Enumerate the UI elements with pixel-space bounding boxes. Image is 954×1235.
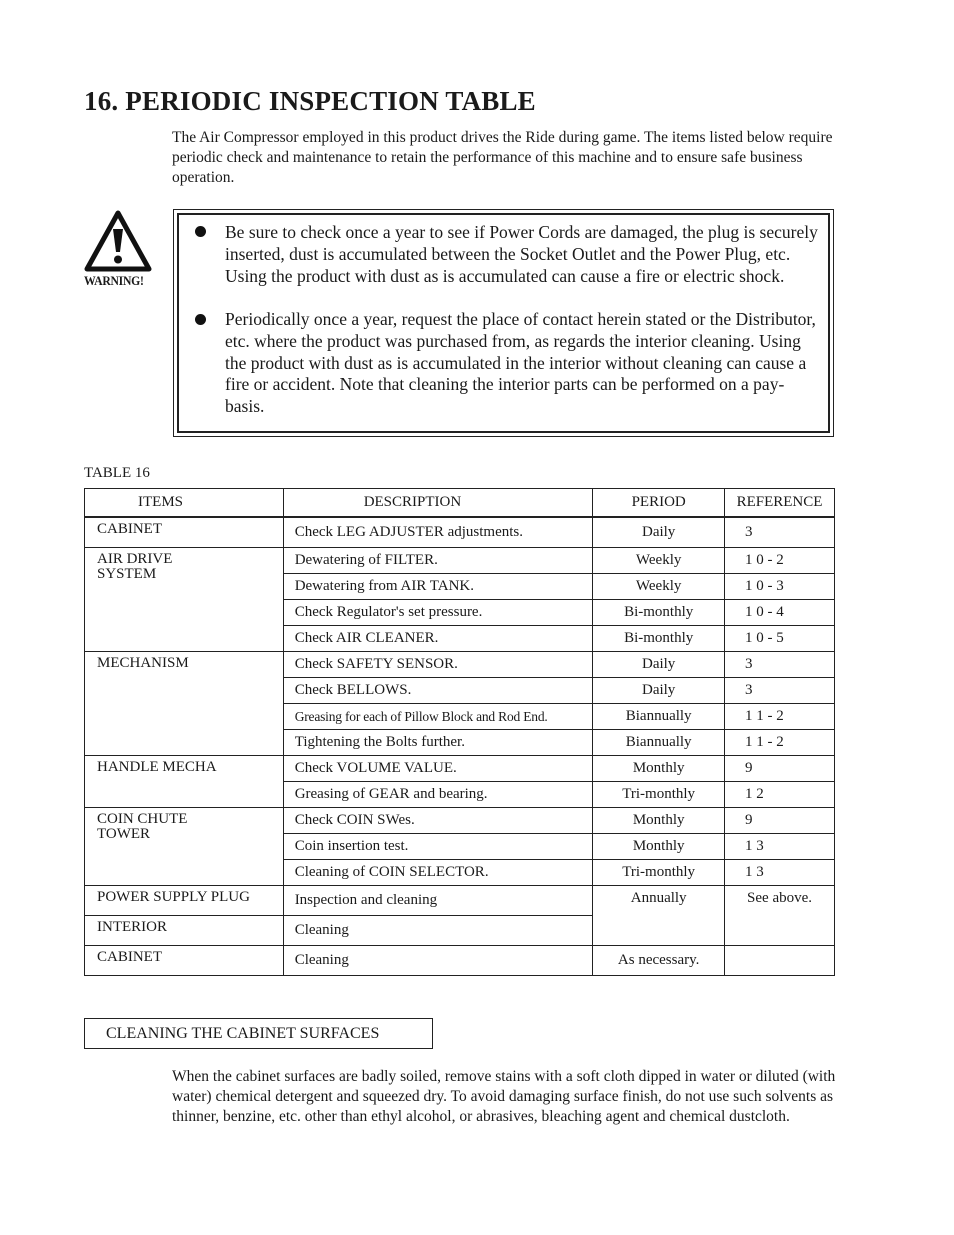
bullet-icon — [195, 314, 206, 325]
description-cell: Check BELLOWS. — [283, 678, 593, 704]
item-cell: MECHANISM — [85, 652, 284, 756]
description-cell: Check SAFETY SENSOR. — [283, 652, 593, 678]
item-cell: INTERIOR — [85, 916, 284, 946]
intro-paragraph: The Air Compressor employed in this product drives the Ride during game. The items listed below require periodic check and maintenance to retain the performance of this machine and to ensure safe business operation. — [172, 129, 833, 186]
description-cell: Greasing of GEAR and bearing. — [283, 782, 593, 808]
period-cell: Bi-monthly — [593, 626, 725, 652]
header-reference: REFERENCE — [725, 489, 835, 518]
table-label: TABLE 16 — [84, 465, 150, 481]
description-cell: Tightening the Bolts further. — [283, 730, 593, 756]
reference-cell: 1 1 - 2 — [725, 704, 835, 730]
item-cell: COIN CHUTE TOWER — [85, 808, 284, 886]
period-cell: Tri-monthly — [593, 782, 725, 808]
item-cell: HANDLE MECHA — [85, 756, 284, 808]
table-row — [85, 886, 835, 916]
description-cell: Dewatering from AIR TANK. — [283, 574, 593, 600]
description-cell: Greasing for each of Pillow Block and Rod End. — [283, 704, 593, 730]
reference-cell — [725, 946, 835, 976]
table-row — [85, 548, 835, 574]
period-cell: Daily — [593, 517, 725, 548]
cleaning-paragraph: When the cabinet surfaces are badly soiled, remove stains with a soft cloth dipped in water or diluted (with water) chemical detergent and squeezed dry. To avoid damaging surface finish, do not use such solvents as thinner, benzine, etc. other than ethyl alcohol, or abrasives, bleaching agent and chemical dustcloth. — [172, 1068, 836, 1125]
period-cell: Monthly — [593, 834, 725, 860]
period-cell: Daily — [593, 678, 725, 704]
description-cell: Coin insertion test. — [283, 834, 593, 860]
reference-cell: 1 3 — [725, 834, 835, 860]
table-row — [85, 652, 835, 678]
warning-item: Be sure to check once a year to see if Power Cords are damaged, the plug is securely inserted, dust is accumulated between the Socket Outlet and the Power Plug, etc. Using the product with dust as is accumulated can cause a fire or electric shock. — [225, 222, 818, 286]
reference-cell: 1 0 - 2 — [725, 548, 835, 574]
warning-item: Periodically once a year, request the place of contact herein stated or the Distributor, etc. where the product was purchased from, as regards the interior cleaning. Using the product with dust as is accumulated in the interior without cleaning can cause a fire or accident. Note that cleaning the interior parts can be performed on a pay-basis. — [225, 309, 816, 417]
description-cell: Inspection and cleaning — [283, 886, 593, 916]
reference-cell: 3 — [725, 652, 835, 678]
reference-cell: 9 — [725, 808, 835, 834]
reference-cell: See above. — [725, 886, 835, 946]
page-title: 16. PERIODIC INSPECTION TABLE — [84, 86, 536, 116]
header-description: DESCRIPTION — [283, 489, 593, 518]
reference-cell: 1 0 - 5 — [725, 626, 835, 652]
description-cell: Dewatering of FILTER. — [283, 548, 593, 574]
table-row — [85, 517, 835, 548]
table-row — [85, 808, 835, 834]
period-cell: As necessary. — [593, 946, 725, 976]
period-cell: Daily — [593, 652, 725, 678]
reference-cell: 1 2 — [725, 782, 835, 808]
item-cell: CABINET — [85, 517, 284, 548]
table-header-row — [85, 489, 835, 518]
cleaning-heading: CLEANING THE CABINET SURFACES — [84, 1018, 433, 1049]
reference-cell: 3 — [725, 678, 835, 704]
description-cell: Check Regulator's set pressure. — [283, 600, 593, 626]
reference-cell: 9 — [725, 756, 835, 782]
period-cell: Biannually — [593, 730, 725, 756]
description-cell: Check VOLUME VALUE. — [283, 756, 593, 782]
description-cell: Cleaning — [283, 916, 593, 946]
period-cell: Annually — [593, 886, 725, 946]
description-cell: Check COIN SWes. — [283, 808, 593, 834]
description-cell: Check AIR CLEANER. — [283, 626, 593, 652]
item-cell: AIR DRIVE SYSTEM — [85, 548, 284, 652]
description-cell: Cleaning of COIN SELECTOR. — [283, 860, 593, 886]
description-cell: Cleaning — [283, 946, 593, 976]
item-cell: CABINET — [85, 946, 284, 976]
period-cell: Weekly — [593, 548, 725, 574]
period-cell: Monthly — [593, 808, 725, 834]
table-row — [85, 946, 835, 976]
reference-cell: 1 0 - 4 — [725, 600, 835, 626]
reference-cell: 3 — [725, 517, 835, 548]
reference-cell: 1 3 — [725, 860, 835, 886]
bullet-icon — [195, 226, 206, 237]
reference-cell: 1 1 - 2 — [725, 730, 835, 756]
inspection-table — [84, 488, 835, 976]
item-cell: POWER SUPPLY PLUG — [85, 886, 284, 916]
table-row — [85, 756, 835, 782]
header-items: ITEMS — [85, 489, 284, 518]
period-cell: Weekly — [593, 574, 725, 600]
warning-label: WARNING! — [84, 273, 144, 288]
reference-cell: 1 0 - 3 — [725, 574, 835, 600]
period-cell: Biannually — [593, 704, 725, 730]
description-cell: Check LEG ADJUSTER adjustments. — [283, 517, 593, 548]
period-cell: Monthly — [593, 756, 725, 782]
header-period: PERIOD — [593, 489, 725, 518]
period-cell: Tri-monthly — [593, 860, 725, 886]
period-cell: Bi-monthly — [593, 600, 725, 626]
